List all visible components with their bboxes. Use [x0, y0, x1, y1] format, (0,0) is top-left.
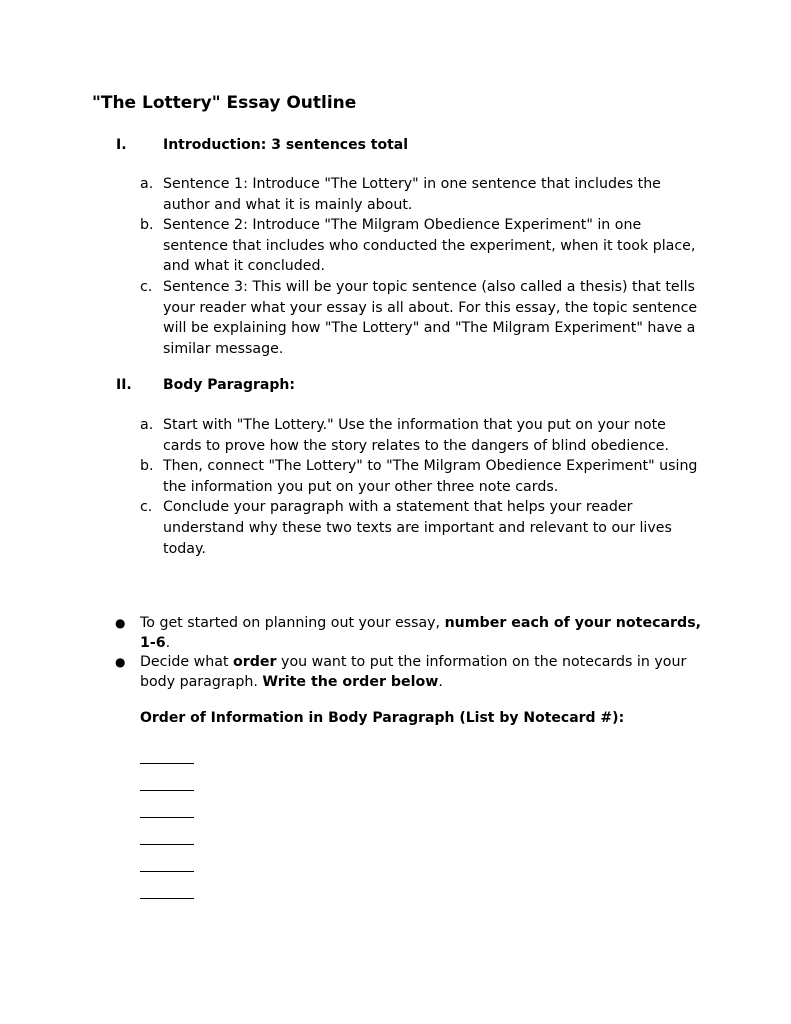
bullet-text-plain: To get started on planning out your essay, [140, 615, 445, 631]
bullet-text-plain: . [438, 673, 443, 690]
item-text: Conclude your paragraph with a statement that helps your reader understand why these two texts are important and relevant to our lives today. [163, 499, 672, 557]
section-numeral: I. [116, 137, 127, 153]
bullet-icon: ● [115, 655, 126, 669]
item-marker: b. [140, 217, 154, 234]
item-text: Sentence 2: Introduce "The Milgram Obedience Experiment" in one sentence that includes who conducted the experiment, when it took place, and what it concluded. [163, 217, 696, 275]
order-heading: Order of Information in Body Paragraph (List by Notecard #): [140, 710, 625, 726]
bullet-text-plain: . [165, 634, 171, 651]
list-item [140, 456, 700, 497]
blank-answer-line [140, 764, 194, 791]
list-item [140, 215, 700, 277]
item-text: Sentence 1: Introduce "The Lottery" in one sentence that includes the author and what it is mainly about. [163, 176, 661, 213]
bullet-text-bold: Write the order below [262, 673, 439, 690]
section-heading-introduction [116, 137, 408, 153]
list-item [115, 653, 705, 692]
bullet-text [140, 614, 705, 653]
item-marker: c. [140, 278, 153, 295]
bullet-icon: ● [115, 616, 126, 630]
section-title: Body Paragraph: [163, 377, 295, 393]
item-marker: c. [140, 499, 153, 516]
list-item [140, 415, 700, 456]
item-marker: b. [140, 458, 154, 475]
blank-answer-line [140, 872, 194, 899]
section-title: Introduction: 3 sentences total [163, 137, 409, 153]
list-item [140, 174, 700, 215]
bullet-text [140, 653, 705, 692]
item-marker: a. [140, 176, 154, 192]
blank-lines-list [140, 737, 194, 899]
item-text: Start with "The Lottery." Use the information that you put on your note cards to prove how the story relates to the dangers of blind obedience. [163, 417, 670, 454]
introduction-item-list [140, 174, 700, 359]
item-text: Sentence 3: This will be your topic sentence (also called a thesis) that tells your reader what your essay is all about. For this essay, the topic sentence will be explaining how "The Lottery" and "The Milgram Experiment" have a similar message. [163, 278, 698, 357]
blank-answer-line [140, 845, 194, 872]
list-item [140, 277, 700, 359]
section-heading-body-paragraph [116, 377, 295, 393]
list-item [140, 497, 700, 559]
page-title: "The Lottery" Essay Outline [92, 93, 357, 113]
item-text: Then, connect "The Lottery" to "The Milgram Obedience Experiment" using the information you put on your other three note cards. [163, 458, 698, 495]
body-paragraph-item-list [140, 415, 700, 559]
section-numeral: II. [116, 377, 132, 393]
list-item [115, 614, 705, 653]
bullet-text-bold: number each of your notecards, 1-6 [140, 615, 702, 651]
bullet-text-plain: you want to put the information on the notecards in your body paragraph. [140, 654, 687, 690]
bullet-text-bold: order [233, 654, 277, 670]
bullet-text-plain: Decide what [140, 654, 234, 670]
blank-answer-line [140, 791, 194, 818]
instruction-bullet-list [115, 614, 705, 692]
blank-answer-line [140, 818, 194, 845]
item-marker: a. [140, 417, 154, 433]
blank-answer-line [140, 737, 194, 764]
